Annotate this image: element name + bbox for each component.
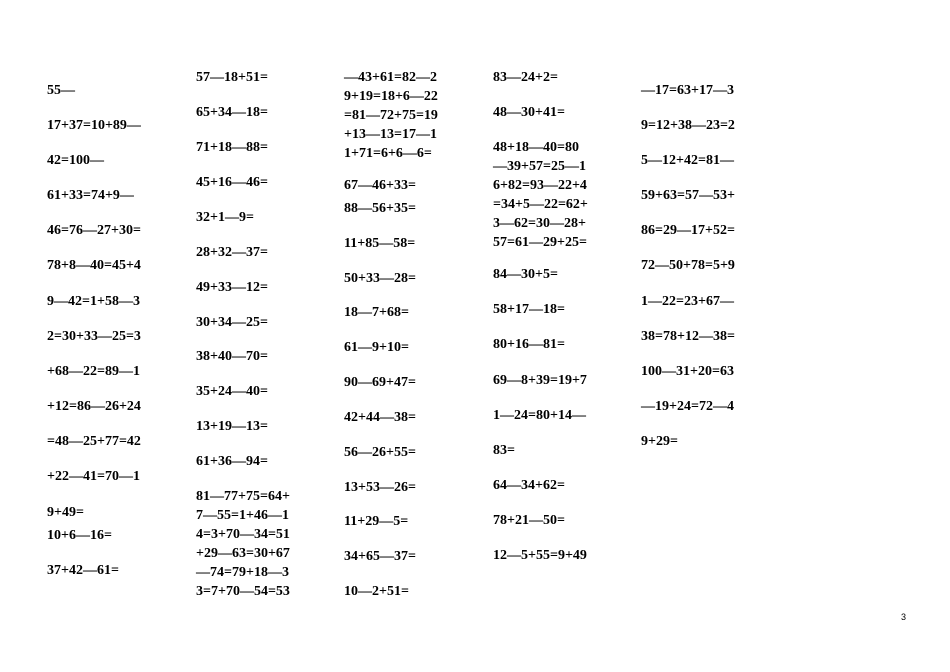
equation-line: 83—24+2= — [493, 70, 558, 85]
equation-line: 9—42=1+58—3 — [47, 294, 140, 309]
equation-line: 11+85—58= — [344, 236, 416, 251]
equation-line: 84—30+5= — [493, 267, 558, 282]
equation-line: 10—2+51= — [344, 584, 409, 599]
equation-line: 1—24=80+14— — [493, 408, 586, 423]
equation-line: 86=29—17+52= — [641, 223, 735, 238]
equation-line: 32+1—9= — [196, 210, 254, 225]
equation-line: 3=7+70—54=53 — [196, 584, 290, 599]
equation-line: 1—22=23+67— — [641, 294, 734, 309]
equation-line: 30+34—25= — [196, 315, 268, 330]
equation-line: 38+40—70= — [196, 349, 268, 364]
equation-line: 46=76—27+30= — [47, 223, 141, 238]
equation-line: =34+5—22=62+ — [493, 197, 588, 212]
equation-line: 1+71=6+6—6= — [344, 146, 432, 161]
equation-line: +29—63=30+67 — [196, 546, 290, 561]
equation-line: 11+29—5= — [344, 514, 409, 529]
equation-line: +13—13=17—1 — [344, 127, 437, 142]
equation-line: 38=78+12—38= — [641, 329, 735, 344]
equation-line: 2=30+33—25=3 — [47, 329, 141, 344]
equation-line: 67—46+33= — [344, 178, 416, 193]
equation-line: 42=100— — [47, 153, 104, 168]
equation-line: 72—50+78=5+9 — [641, 258, 735, 273]
equation-line: 55— — [47, 83, 75, 98]
equation-line: 58+17—18= — [493, 302, 565, 317]
equation-line: 7—55=1+46—1 — [196, 508, 289, 523]
equation-line: 78+8—40=45+4 — [47, 258, 141, 273]
equation-line: 45+16—46= — [196, 175, 268, 190]
equation-line: 35+24—40= — [196, 384, 268, 399]
equation-line: 37+42—61= — [47, 563, 119, 578]
equation-line: 12—5+55=9+49 — [493, 548, 587, 563]
equation-line: 13+19—13= — [196, 419, 268, 434]
equation-line: 17+37=10+89— — [47, 118, 141, 133]
equation-line: +22—41=70—1 — [47, 469, 140, 484]
equation-line: 61+33=74+9— — [47, 188, 134, 203]
equation-line: 5—12+42=81— — [641, 153, 734, 168]
equation-line: 64—34+62= — [493, 478, 565, 493]
equation-line: 69—8+39=19+7 — [493, 373, 587, 388]
equation-line: 57=61—29+25= — [493, 235, 587, 250]
equation-line: 34+65—37= — [344, 549, 416, 564]
equation-line: 3—62=30—28+ — [493, 216, 586, 231]
equation-line: 9+29= — [641, 434, 678, 449]
equation-line: 9+49= — [47, 505, 84, 520]
equation-line: +12=86—26+24 — [47, 399, 141, 414]
equation-line: 48+18—40=80 — [493, 140, 579, 155]
equation-line: 61—9+10= — [344, 340, 409, 355]
equation-line: 90—69+47= — [344, 375, 416, 390]
equation-line: 6+82=93—22+4 — [493, 178, 587, 193]
equation-line: 28+32—37= — [196, 245, 268, 260]
equation-line: 56—26+55= — [344, 445, 416, 460]
equation-line: 50+33—28= — [344, 271, 416, 286]
equation-line: +68—22=89—1 — [47, 364, 140, 379]
equation-line: —19+24=72—4 — [641, 399, 734, 414]
equation-line: 48—30+41= — [493, 105, 565, 120]
equation-line: 4=3+70—34=51 — [196, 527, 290, 542]
page-number: 3 — [901, 612, 907, 622]
equation-line: 81—77+75=64+ — [196, 489, 290, 504]
equation-line: 59+63=57—53+ — [641, 188, 735, 203]
equation-line: 83= — [493, 443, 515, 458]
equation-line: —39+57=25—1 — [493, 159, 586, 174]
equation-line: 9+19=18+6—22 — [344, 89, 438, 104]
equation-line: =81—72+75=19 — [344, 108, 438, 123]
equation-line: 57—18+51= — [196, 70, 268, 85]
equation-line: —43+61=82—2 — [344, 70, 437, 85]
equation-line: 18—7+68= — [344, 305, 409, 320]
equation-line: —74=79+18—3 — [196, 565, 289, 580]
equation-line: —17=63+17—3 — [641, 83, 734, 98]
equation-line: 9=12+38—23=2 — [641, 118, 735, 133]
equation-line: 42+44—38= — [344, 410, 416, 425]
equation-line: 49+33—12= — [196, 280, 268, 295]
equation-line: 78+21—50= — [493, 513, 565, 528]
equation-line: 100—31+20=63 — [641, 364, 734, 379]
equation-line: =48—25+77=42 — [47, 434, 141, 449]
equation-line: 88—56+35= — [344, 201, 416, 216]
equation-line: 13+53—26= — [344, 480, 416, 495]
equation-line: 65+34—18= — [196, 105, 268, 120]
equation-line: 71+18—88= — [196, 140, 268, 155]
equation-line: 10+6—16= — [47, 528, 112, 543]
equation-line: 80+16—81= — [493, 337, 565, 352]
equation-line: 61+36—94= — [196, 454, 268, 469]
